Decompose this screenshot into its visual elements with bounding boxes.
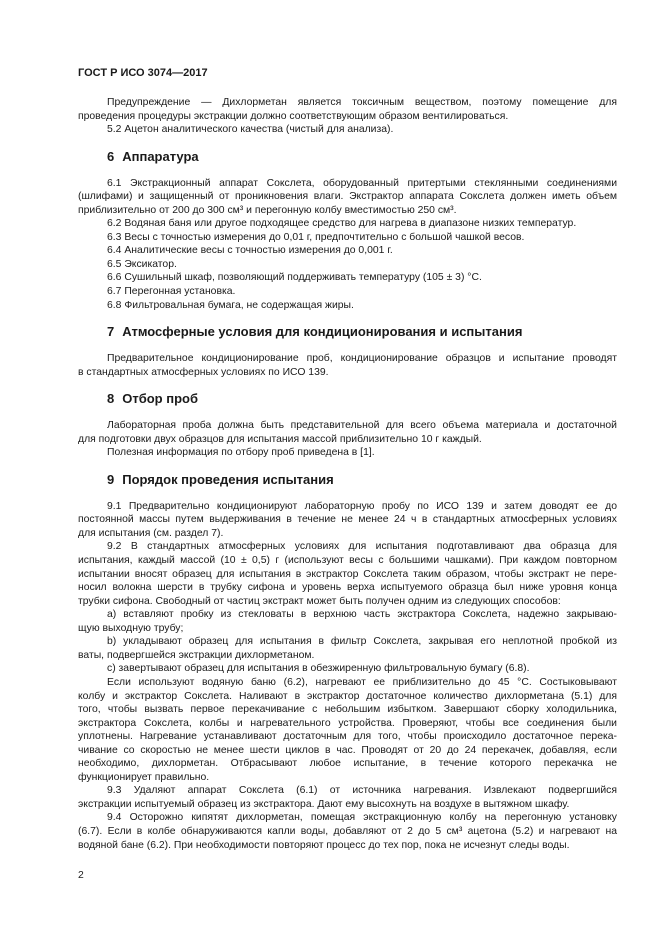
paragraph [78,177,617,218]
text-line: чивание со скоростью не менее шести циклов в час. Проводят от 20 до 24 перекачек, добавляя, если [78,744,617,756]
text-line: Предупреждение — Дихлорметан является токсичным веществом, поэтому помещение для [107,97,617,108]
text-line: постоянной массы путем выдерживания в течение не менее 24 ч в стандартных атмосферных условиях [78,514,617,526]
section-heading [107,391,617,407]
section-heading [107,324,617,340]
section-heading [107,472,617,488]
text-line: уплотнены. Нагревание устанавливают достаточным для того, чтобы происходило достаточное перека- [78,731,617,743]
text-line: 9.2 В стандартных атмосферных условиях для испытания подготавливают два образца для [107,541,617,553]
paragraph [78,258,617,272]
text-line: ваты, подвергшейся экстракции дихлорметаном. [78,649,315,661]
text-line: трубки сифона. Свободный от частиц экстракт может быть получен одним из следующих способов: [78,595,561,607]
paragraph [78,96,617,123]
paragraph [78,419,617,446]
paragraph [78,446,617,460]
paragraph [78,608,617,635]
text-line: проведения процедуры экстракции должно соответствующим образом вентилироваться. [78,110,509,122]
text-line: в стандартных атмосферных условиях по ИСО 139. [78,366,329,378]
text-line: 6.5 Эксикатор. [107,258,177,270]
paragraph [78,500,617,541]
text-line: 6.7 Перегонная установка. [107,286,236,298]
text-line: экстракции испытуемый образец из экстрактора. Дают ему высохнуть на воздухе в вытяжном шкафу. [78,798,570,810]
text-line: 6.3 Весы с точностью измерения до 0,01 г, предпочтительно с большой чашкой весов. [107,231,525,243]
paragraph [78,299,617,313]
text-line: (шлифами) и защищенный от проникновения влаги. Экстрактор аппарата Сокслета должен иметь объем [78,191,617,203]
paragraph [78,123,617,137]
section-title: Атмосферные условия для кондиционирования и испытания [122,324,523,340]
paragraph [78,676,617,784]
section-heading [107,149,617,165]
text-line: (6.7). Если в колбе обнаруживаются капли воды, добавляют от 2 до 5 см³ ацетона (5.2) и нагревают на [78,825,617,837]
document-body [78,96,617,852]
paragraph [78,784,617,811]
text-line: c) завертывают образец для испытания в обезжиренную фильтровальную бумагу (6.8). [107,663,530,675]
document-page [78,66,617,852]
paragraph [78,244,617,258]
paragraph [78,635,617,662]
paragraph [78,231,617,245]
text-line: 6.8 Фильтровальная бумага, не содержащая жиры. [107,299,354,311]
text-line: необходимо, дихлорметан. Отбрасывают любое испытание, в течение которого перекачка не [78,758,617,770]
text-line: 9.1 Предварительно кондиционируют лабораторную пробу по ИСО 139 и затем доводят ее до [107,500,617,512]
text-line: испытании вносят образец для испытания в экстрактор Сокслета таким образом, чтобы экстракт не пере- [78,568,617,580]
text-line: 5.2 Ацетон аналитического качества (чистый для анализа). [107,124,394,136]
text-line: щую выходную трубу; [78,622,184,634]
paragraph [78,811,617,852]
text-line: водяной бане (6.2). При необходимости повторяют процесс до тех пор, пока не исчезнут следы воды. [78,839,570,851]
text-line: носил волокна шерсти в трубку сифона и уровень верха испытуемого образца был ниже уровня конца [78,582,617,594]
text-line: a) вставляют пробку из стекловаты в верхнюю часть экстрактора Сокслета, надежно закрываю- [107,609,617,621]
text-line: экстрактора Сокслета, колбы и нагревательного устройства. Проверяют, чтобы все соединения были [78,717,617,729]
paragraph [78,285,617,299]
text-line: колбу и экстрактор Сокслета. Наливают в экстрактор достаточное количество дихлорметана (5.1) для [78,690,617,702]
section-number: 8 [107,391,115,407]
text-line: для подготовки двух образцов для испытания массой приблизительно 10 г каждый. [78,433,482,445]
text-line: b) укладывают образец для испытания в фильтр Сокслета, закрывая его неплотной пробкой из [107,636,617,648]
text-line: функционирует правильно. [78,771,210,783]
text-line: 9.3 Удаляют аппарат Сокслета (6.1) от источника нагревания. Извлекают подвергшийся [107,785,617,797]
text-line: Полезная информация по отбору проб приведена в [1]. [107,447,375,459]
paragraph [78,217,617,231]
section-number: 7 [107,324,115,340]
paragraph [78,352,617,379]
paragraph [78,271,617,285]
paragraph [78,662,617,676]
section-number: 6 [107,148,115,164]
text-line: 9.4 Осторожно кипятят дихлорметан, помещая экстракционную колбу на перегонную установку [107,812,617,824]
paragraph [78,540,617,608]
text-line: приблизительно от 200 до 300 см³ и перегонную колбу вместимостью 250 см³. [78,204,457,216]
section-title: Порядок проведения испытания [122,471,334,487]
page-number: 2 [78,870,84,881]
text-line: того, чтобы вызвать первое перекачивание с небольшим избытком. Завершают сборку холодильника, [78,704,617,716]
section-title: Аппаратура [122,148,199,164]
text-line: 6.4 Аналитические весы с точностью измерения до 0,001 г. [107,245,393,257]
section-number: 9 [107,471,115,487]
text-line: испытания, каждый массой (10 ± 0,5) г (используют весы с большими чашками). При каждом повторном [78,555,617,567]
section-title: Отбор проб [122,391,198,407]
document-header: ГОСТ Р ИСО 3074—2017 [78,67,208,79]
text-line: 6.1 Экстракционный аппарат Сокслета, оборудованный притертыми стеклянными соединениями [107,177,617,189]
text-line: 6.6 Сушильный шкаф, позволяющий поддерживать температуру (105 ± 3) °С. [107,272,482,284]
text-line: Лабораторная проба должна быть представительной для всего объема материала и достаточной [107,420,617,432]
text-line: Предварительное кондиционирование проб, кондиционирование образцов и испытание проводят [107,353,617,365]
text-line: для испытания (см. раздел 7). [78,527,224,539]
text-line: 6.2 Водяная баня или другое подходящее средство для нагрева в диапазоне низких температур. [107,218,577,230]
text-line: Если используют водяную баню (6.2), нагревают ее приблизительно до 45 °С. Состыковывают [107,676,617,688]
